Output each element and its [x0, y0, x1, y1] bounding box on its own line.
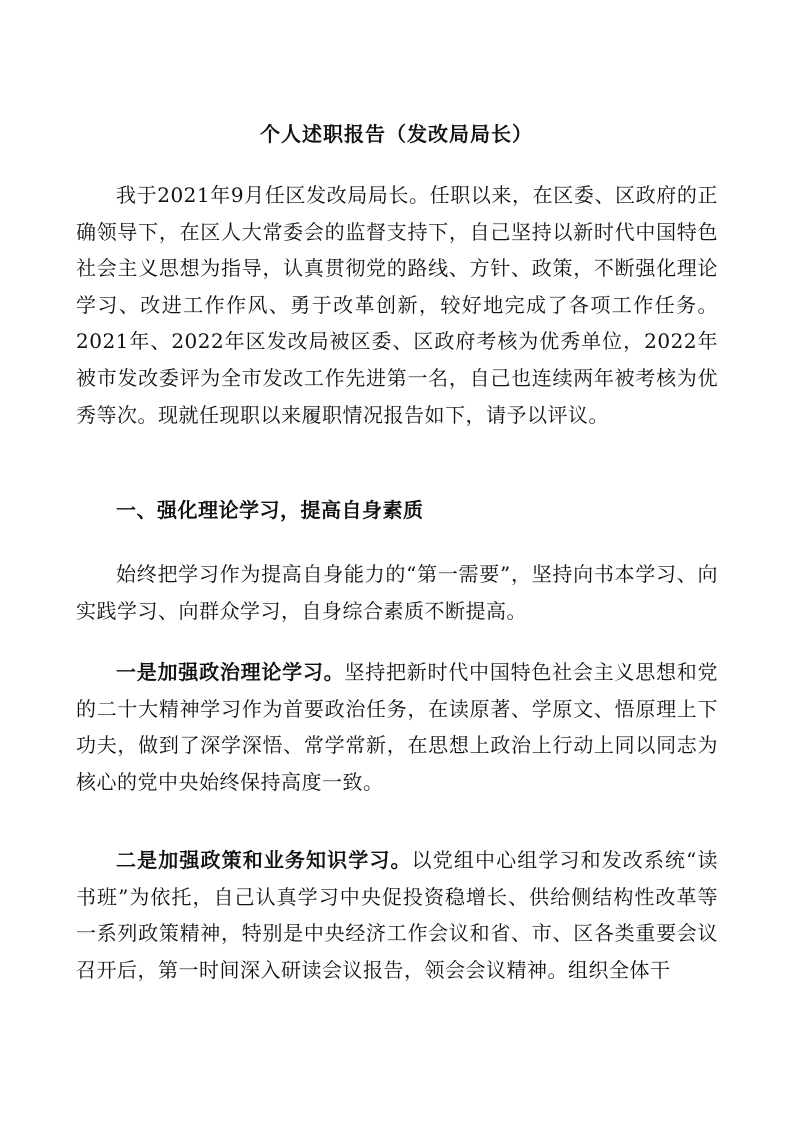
section-intro-paragraph: 始终把学习作为提高自身能力的“第一需要”，坚持向书本学习、向实践学习、向群众学习，自身综合素质不断提高。: [76, 562, 718, 623]
item-paragraph-political-study: [76, 654, 718, 800]
item-lead-policy-study: 二是加强政策和业务知识学习。: [116, 848, 412, 872]
item-lead-political-study: 一是加强政治理论学习。: [116, 660, 345, 684]
intro-paragraph: 我于2021年9月任区发改局局长。任职以来，在区委、区政府的正确领导下，在区人大常委会的监督支持下，自己坚持以新时代中国特色社会主义思想为指导，认真贯彻党的路线、方针、政策，不断强化理论学习、改进工作作风、勇于改革创新，较好地完成了各项工作任务。2021年、2022年区发改局被区委、区政府考核为优秀单位，2022年被市发改委评为全市发改工作先进第一名，自己也连续两年被考核为优秀等次。现就任现职以来履职情况报告如下，请予以评议。: [76, 183, 718, 427]
document-title: 个人述职报告（发改局局长）: [260, 122, 533, 146]
item-paragraph-policy-study: [76, 842, 718, 988]
item-body-political-study: 坚持把新时代中国特色社会主义思想和党的二十大精神学习作为首要政治任务，在读原著、学原文、悟原理上下功夫，做到了深学深悟、常学常新，在思想上政治上行动上同以同志为核心的党中央始终保持高度一致。: [76, 660, 719, 794]
section-heading: 一、强化理论学习，提高自身素质: [116, 498, 424, 522]
item-body-policy-study: 以党组中心组学习和发改系统“读书班”为依托，自己认真学习中央促投资稳增长、供给侧结构性改革等一系列政策精神，特别是中央经济工作会议和省、市、区各类重要会议召开后，第一时间深入研读会议报告，领会会议精神。组织全体干: [76, 848, 718, 982]
